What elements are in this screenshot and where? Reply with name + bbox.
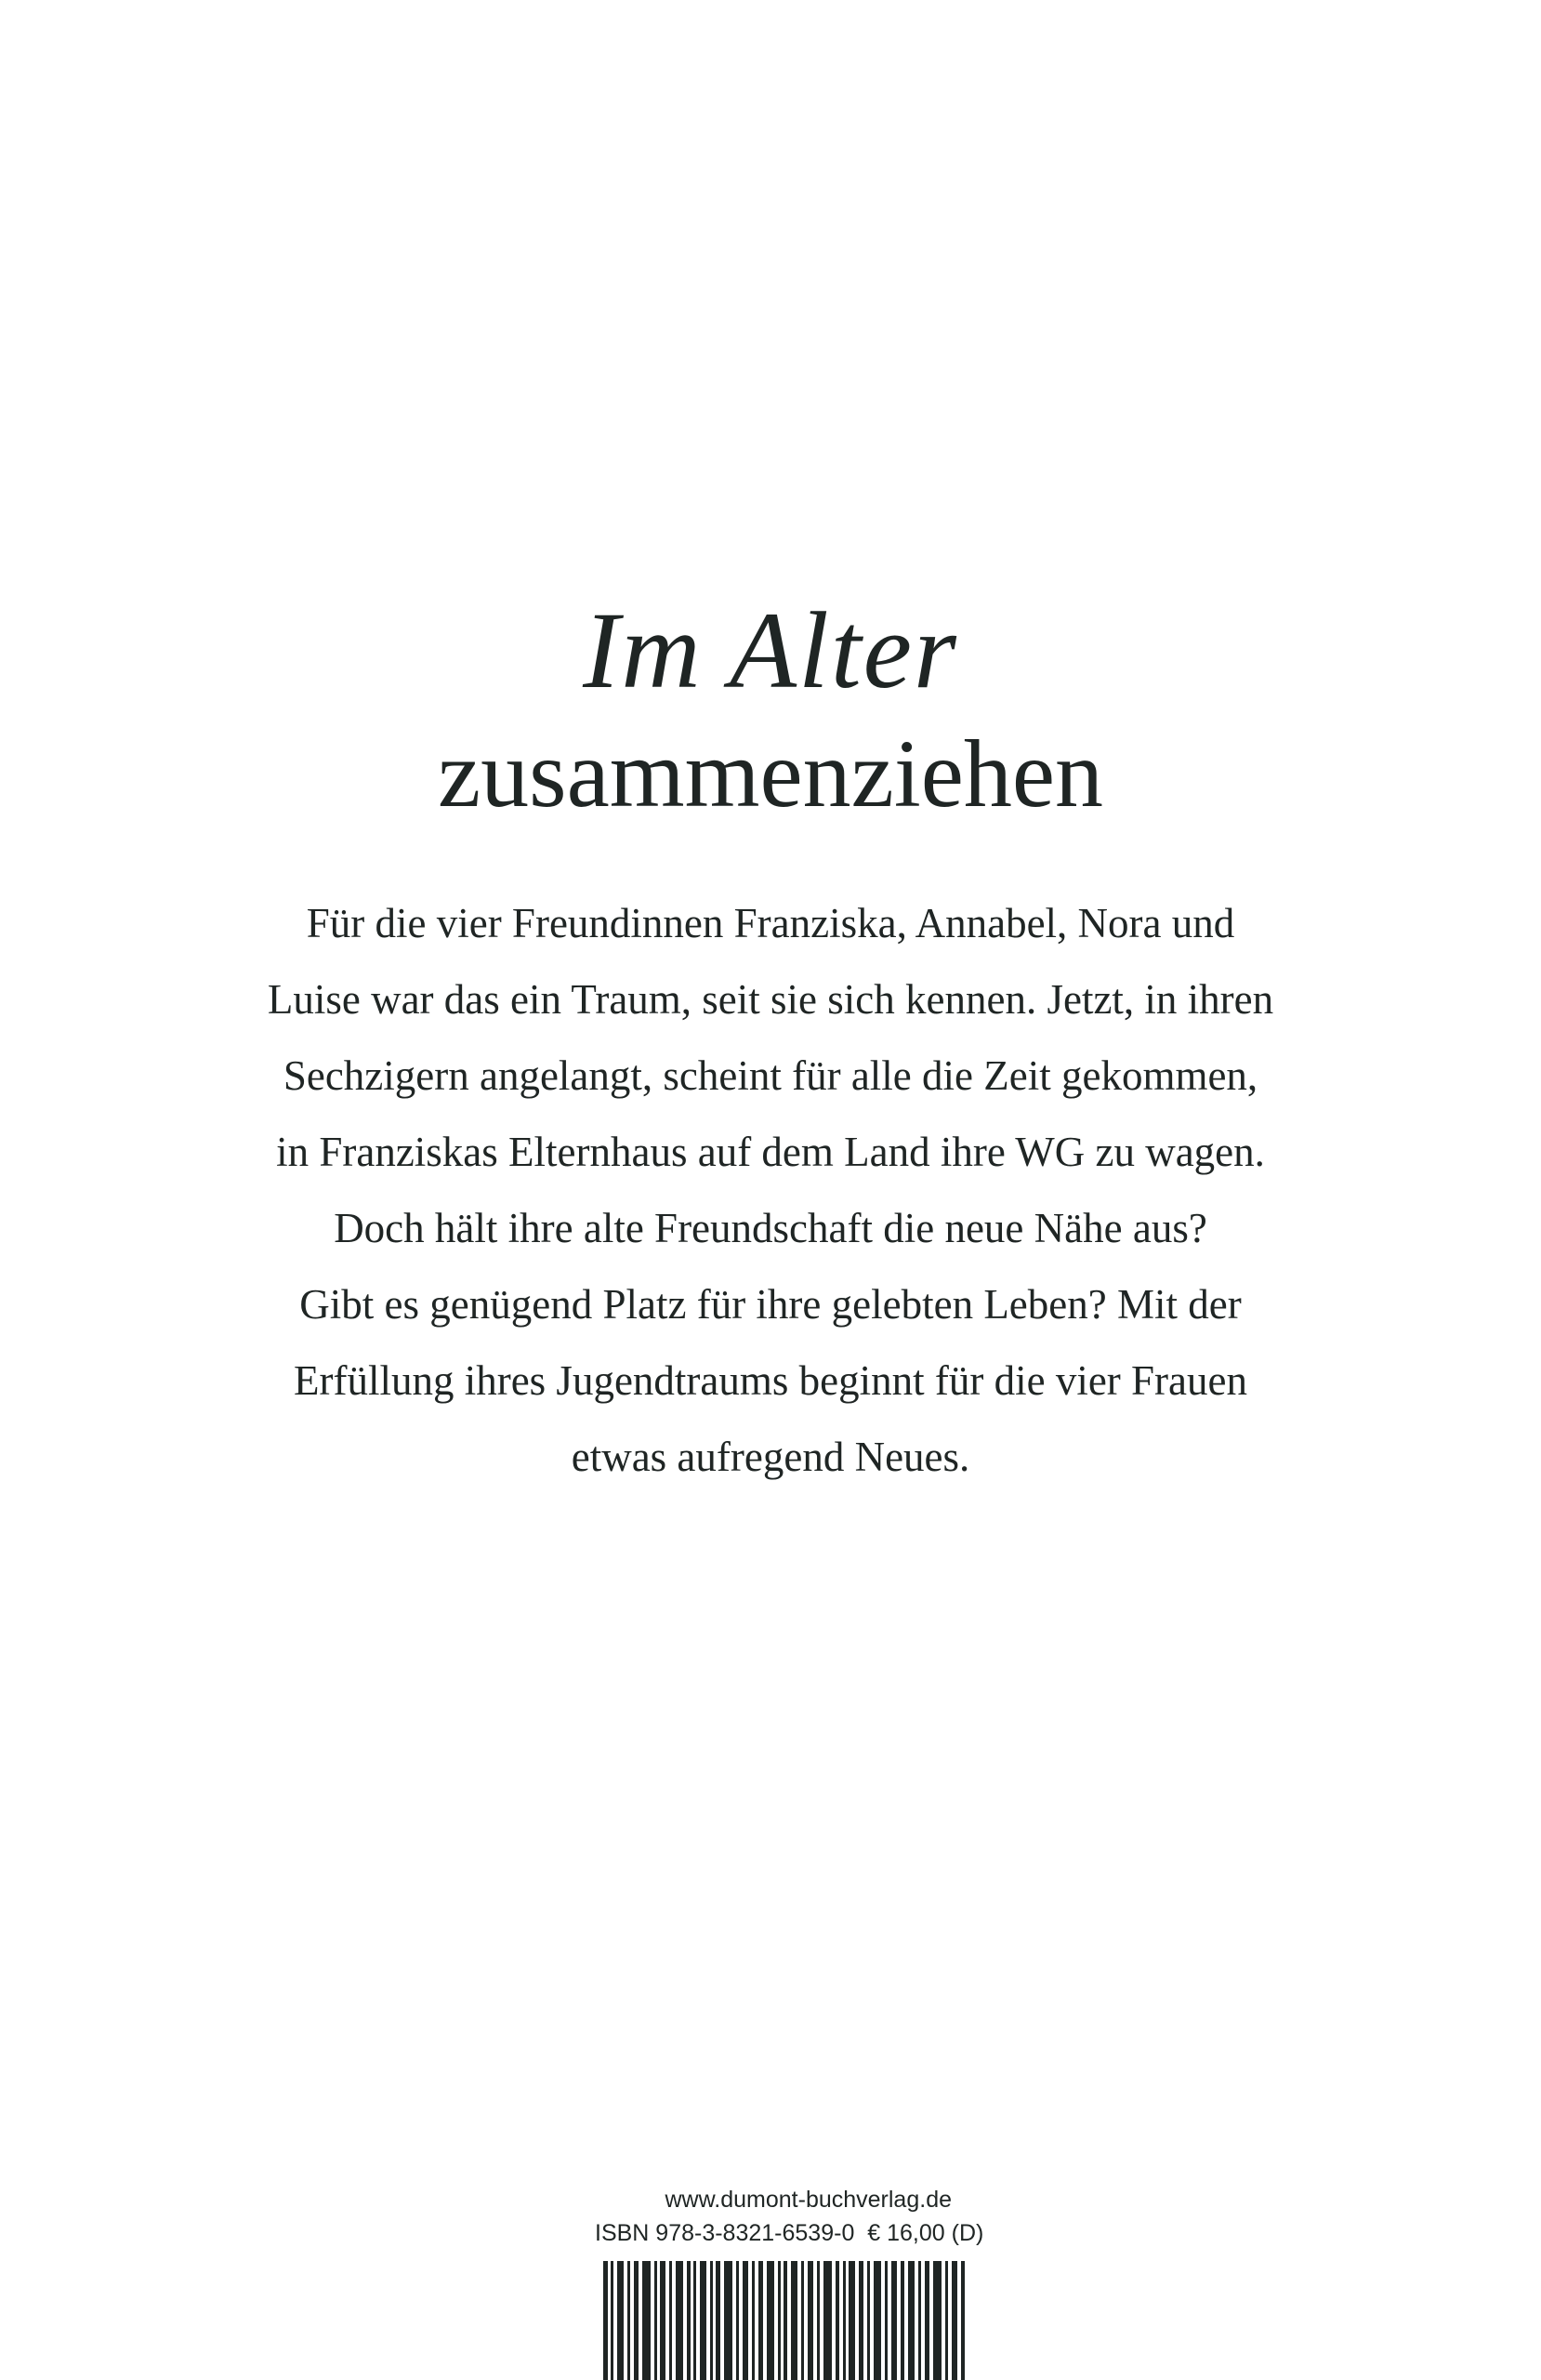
isbn-price-line [595,2216,985,2250]
blurb-line: Für die vier Freundinnen Franziska, Annabel, Nora und [306,900,1235,946]
title-line-roman: zusammenziehen [437,721,1104,827]
blurb-line: etwas aufregend Neues. [571,1434,970,1480]
title-line-italic: Im Alter [583,589,958,711]
blurb-line: Doch hält ihre alte Freundschaft die neue Nähe aus? [334,1205,1207,1251]
publisher-website: www.dumont-buchverlag.de [665,2187,952,2213]
blurb-line: Gibt es genügend Platz für ihre gelebten Leben? Mit der [299,1281,1242,1328]
blurb-text [149,885,1392,1495]
blurb-line: Sechzigern angelangt, scheint für alle die Zeit gekommen, [283,1052,1258,1099]
publisher-footer [595,2183,985,2250]
blurb-line: Luise war das ein Traum, seit sie sich kennen. Jetzt, in ihren [267,976,1274,1023]
isbn-number: ISBN 978-3-8321-6539-0 [595,2220,855,2246]
price-label: € 16,00 (D) [867,2220,984,2246]
blurb-line: Erfüllung ihres Jugendtraums beginnt für die vier Frauen [294,1357,1247,1404]
barcode-icon [603,2261,966,2380]
blurb-line: in Franziskas Elternhaus auf dem Land ihre WG zu wagen. [276,1129,1265,1175]
back-cover-title [0,586,1541,835]
